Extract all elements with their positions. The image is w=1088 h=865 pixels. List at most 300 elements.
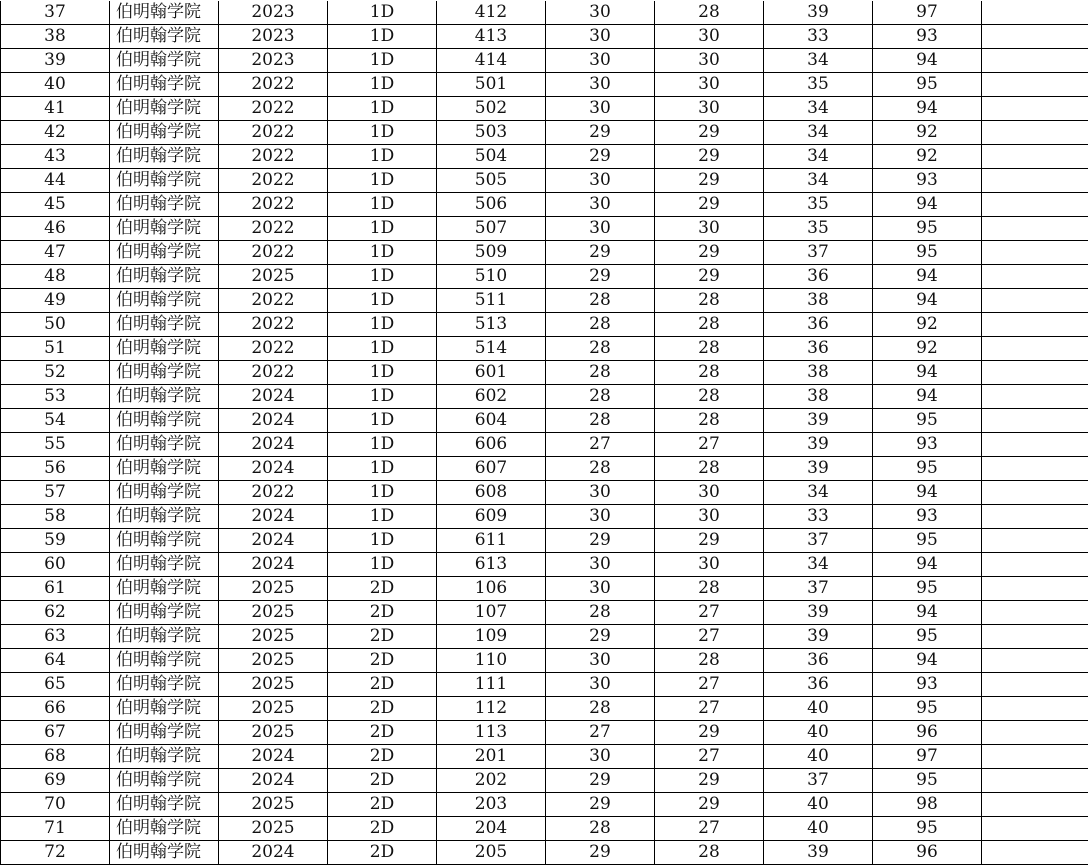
room-cell[interactable]: 107 [437,601,546,625]
row-number-cell[interactable]: 37 [1,1,110,25]
score-b-cell[interactable]: 28 [655,337,764,361]
score-b-cell[interactable]: 29 [655,721,764,745]
year-cell[interactable]: 2025 [219,793,328,817]
year-cell[interactable]: 2024 [219,841,328,865]
total-cell[interactable]: 95 [873,457,982,481]
total-cell[interactable]: 94 [873,649,982,673]
year-cell[interactable]: 2024 [219,433,328,457]
total-cell[interactable]: 94 [873,97,982,121]
score-b-cell[interactable]: 27 [655,745,764,769]
score-b-cell[interactable]: 29 [655,169,764,193]
room-cell[interactable]: 106 [437,577,546,601]
score-c-cell[interactable]: 38 [764,289,873,313]
total-cell[interactable]: 94 [873,481,982,505]
empty-cell[interactable] [982,241,1088,265]
year-cell[interactable]: 2022 [219,241,328,265]
school-cell[interactable]: 伯明翰学院 [110,625,219,649]
grade-cell[interactable]: 1D [328,73,437,97]
school-cell[interactable]: 伯明翰学院 [110,529,219,553]
total-cell[interactable]: 93 [873,433,982,457]
score-a-cell[interactable]: 28 [546,697,655,721]
school-cell[interactable]: 伯明翰学院 [110,169,219,193]
grade-cell[interactable]: 1D [328,457,437,481]
score-c-cell[interactable]: 40 [764,793,873,817]
score-b-cell[interactable]: 28 [655,1,764,25]
room-cell[interactable]: 510 [437,265,546,289]
score-c-cell[interactable]: 37 [764,529,873,553]
year-cell[interactable]: 2022 [219,313,328,337]
empty-cell[interactable] [982,289,1088,313]
grade-cell[interactable]: 1D [328,361,437,385]
empty-cell[interactable] [982,385,1088,409]
empty-cell[interactable] [982,697,1088,721]
row-number-cell[interactable]: 61 [1,577,110,601]
row-number-cell[interactable]: 46 [1,217,110,241]
room-cell[interactable]: 204 [437,817,546,841]
year-cell[interactable]: 2022 [219,97,328,121]
year-cell[interactable]: 2022 [219,169,328,193]
row-number-cell[interactable]: 65 [1,673,110,697]
score-c-cell[interactable]: 40 [764,721,873,745]
empty-cell[interactable] [982,577,1088,601]
score-b-cell[interactable]: 29 [655,265,764,289]
grade-cell[interactable]: 1D [328,553,437,577]
empty-cell[interactable] [982,73,1088,97]
score-a-cell[interactable]: 30 [546,193,655,217]
school-cell[interactable]: 伯明翰学院 [110,145,219,169]
room-cell[interactable]: 608 [437,481,546,505]
grade-cell[interactable]: 1D [328,265,437,289]
year-cell[interactable]: 2025 [219,721,328,745]
empty-cell[interactable] [982,649,1088,673]
grade-cell[interactable]: 1D [328,49,437,73]
score-c-cell[interactable]: 35 [764,73,873,97]
year-cell[interactable]: 2022 [219,361,328,385]
score-c-cell[interactable]: 36 [764,265,873,289]
school-cell[interactable]: 伯明翰学院 [110,457,219,481]
empty-cell[interactable] [982,481,1088,505]
school-cell[interactable]: 伯明翰学院 [110,841,219,865]
score-c-cell[interactable]: 40 [764,817,873,841]
year-cell[interactable]: 2024 [219,769,328,793]
row-number-cell[interactable]: 55 [1,433,110,457]
row-number-cell[interactable]: 67 [1,721,110,745]
school-cell[interactable]: 伯明翰学院 [110,697,219,721]
total-cell[interactable]: 92 [873,313,982,337]
score-a-cell[interactable]: 28 [546,409,655,433]
room-cell[interactable]: 607 [437,457,546,481]
empty-cell[interactable] [982,841,1088,865]
score-a-cell[interactable]: 28 [546,457,655,481]
score-b-cell[interactable]: 29 [655,193,764,217]
room-cell[interactable]: 501 [437,73,546,97]
row-number-cell[interactable]: 39 [1,49,110,73]
total-cell[interactable]: 95 [873,769,982,793]
total-cell[interactable]: 92 [873,337,982,361]
total-cell[interactable]: 94 [873,601,982,625]
empty-cell[interactable] [982,265,1088,289]
score-a-cell[interactable]: 30 [546,25,655,49]
score-a-cell[interactable]: 29 [546,121,655,145]
total-cell[interactable]: 92 [873,145,982,169]
year-cell[interactable]: 2022 [219,121,328,145]
row-number-cell[interactable]: 49 [1,289,110,313]
room-cell[interactable]: 110 [437,649,546,673]
grade-cell[interactable]: 2D [328,625,437,649]
score-c-cell[interactable]: 35 [764,217,873,241]
year-cell[interactable]: 2025 [219,673,328,697]
grade-cell[interactable]: 2D [328,673,437,697]
room-cell[interactable]: 109 [437,625,546,649]
score-a-cell[interactable]: 30 [546,169,655,193]
score-a-cell[interactable]: 30 [546,73,655,97]
grade-cell[interactable]: 1D [328,289,437,313]
score-b-cell[interactable]: 29 [655,145,764,169]
empty-cell[interactable] [982,673,1088,697]
school-cell[interactable]: 伯明翰学院 [110,721,219,745]
score-a-cell[interactable]: 28 [546,337,655,361]
room-cell[interactable]: 203 [437,793,546,817]
grade-cell[interactable]: 2D [328,817,437,841]
year-cell[interactable]: 2025 [219,625,328,649]
empty-cell[interactable] [982,553,1088,577]
total-cell[interactable]: 95 [873,625,982,649]
room-cell[interactable]: 511 [437,289,546,313]
row-number-cell[interactable]: 50 [1,313,110,337]
total-cell[interactable]: 96 [873,841,982,865]
row-number-cell[interactable]: 54 [1,409,110,433]
score-a-cell[interactable]: 29 [546,265,655,289]
total-cell[interactable]: 93 [873,505,982,529]
score-c-cell[interactable]: 39 [764,409,873,433]
room-cell[interactable]: 112 [437,697,546,721]
empty-cell[interactable] [982,337,1088,361]
school-cell[interactable]: 伯明翰学院 [110,649,219,673]
row-number-cell[interactable]: 60 [1,553,110,577]
grade-cell[interactable]: 1D [328,409,437,433]
total-cell[interactable]: 93 [873,169,982,193]
room-cell[interactable]: 514 [437,337,546,361]
row-number-cell[interactable]: 62 [1,601,110,625]
room-cell[interactable]: 113 [437,721,546,745]
score-b-cell[interactable]: 27 [655,625,764,649]
row-number-cell[interactable]: 57 [1,481,110,505]
room-cell[interactable]: 414 [437,49,546,73]
row-number-cell[interactable]: 66 [1,697,110,721]
total-cell[interactable]: 95 [873,817,982,841]
room-cell[interactable]: 611 [437,529,546,553]
score-b-cell[interactable]: 28 [655,841,764,865]
school-cell[interactable]: 伯明翰学院 [110,553,219,577]
total-cell[interactable]: 95 [873,217,982,241]
room-cell[interactable]: 412 [437,1,546,25]
grade-cell[interactable]: 1D [328,169,437,193]
school-cell[interactable]: 伯明翰学院 [110,121,219,145]
school-cell[interactable]: 伯明翰学院 [110,793,219,817]
score-b-cell[interactable]: 27 [655,697,764,721]
empty-cell[interactable] [982,121,1088,145]
grade-cell[interactable]: 1D [328,529,437,553]
score-a-cell[interactable]: 30 [546,505,655,529]
score-a-cell[interactable]: 28 [546,361,655,385]
school-cell[interactable]: 伯明翰学院 [110,481,219,505]
score-b-cell[interactable]: 28 [655,457,764,481]
score-a-cell[interactable]: 30 [546,49,655,73]
empty-cell[interactable] [982,97,1088,121]
score-c-cell[interactable]: 39 [764,1,873,25]
score-c-cell[interactable]: 36 [764,313,873,337]
year-cell[interactable]: 2025 [219,577,328,601]
row-number-cell[interactable]: 64 [1,649,110,673]
empty-cell[interactable] [982,169,1088,193]
row-number-cell[interactable]: 59 [1,529,110,553]
score-a-cell[interactable]: 29 [546,841,655,865]
school-cell[interactable]: 伯明翰学院 [110,673,219,697]
room-cell[interactable]: 502 [437,97,546,121]
score-b-cell[interactable]: 30 [655,217,764,241]
score-b-cell[interactable]: 30 [655,49,764,73]
grade-cell[interactable]: 1D [328,505,437,529]
row-number-cell[interactable]: 52 [1,361,110,385]
score-c-cell[interactable]: 36 [764,649,873,673]
empty-cell[interactable] [982,745,1088,769]
year-cell[interactable]: 2025 [219,697,328,721]
total-cell[interactable]: 93 [873,25,982,49]
school-cell[interactable]: 伯明翰学院 [110,409,219,433]
total-cell[interactable]: 95 [873,697,982,721]
room-cell[interactable]: 613 [437,553,546,577]
score-c-cell[interactable]: 34 [764,97,873,121]
school-cell[interactable]: 伯明翰学院 [110,745,219,769]
empty-cell[interactable] [982,457,1088,481]
score-a-cell[interactable]: 27 [546,433,655,457]
row-number-cell[interactable]: 45 [1,193,110,217]
empty-cell[interactable] [982,721,1088,745]
score-b-cell[interactable]: 28 [655,649,764,673]
score-a-cell[interactable]: 30 [546,745,655,769]
empty-cell[interactable] [982,529,1088,553]
score-a-cell[interactable]: 28 [546,601,655,625]
score-c-cell[interactable]: 33 [764,505,873,529]
score-a-cell[interactable]: 30 [546,649,655,673]
room-cell[interactable]: 506 [437,193,546,217]
room-cell[interactable]: 604 [437,409,546,433]
year-cell[interactable]: 2022 [219,337,328,361]
school-cell[interactable]: 伯明翰学院 [110,193,219,217]
year-cell[interactable]: 2023 [219,49,328,73]
score-c-cell[interactable]: 40 [764,745,873,769]
year-cell[interactable]: 2022 [219,73,328,97]
score-c-cell[interactable]: 39 [764,457,873,481]
row-number-cell[interactable]: 71 [1,817,110,841]
grade-cell[interactable]: 2D [328,841,437,865]
grade-cell[interactable]: 2D [328,721,437,745]
grade-cell[interactable]: 2D [328,793,437,817]
year-cell[interactable]: 2022 [219,481,328,505]
empty-cell[interactable] [982,601,1088,625]
grade-cell[interactable]: 1D [328,433,437,457]
empty-cell[interactable] [982,193,1088,217]
year-cell[interactable]: 2022 [219,145,328,169]
score-a-cell[interactable]: 28 [546,817,655,841]
score-c-cell[interactable]: 39 [764,625,873,649]
school-cell[interactable]: 伯明翰学院 [110,601,219,625]
score-a-cell[interactable]: 30 [546,553,655,577]
school-cell[interactable]: 伯明翰学院 [110,217,219,241]
score-a-cell[interactable]: 29 [546,241,655,265]
total-cell[interactable]: 94 [873,289,982,313]
grade-cell[interactable]: 2D [328,577,437,601]
total-cell[interactable]: 94 [873,265,982,289]
school-cell[interactable]: 伯明翰学院 [110,577,219,601]
room-cell[interactable]: 602 [437,385,546,409]
school-cell[interactable]: 伯明翰学院 [110,1,219,25]
score-b-cell[interactable]: 28 [655,289,764,313]
score-b-cell[interactable]: 30 [655,553,764,577]
score-a-cell[interactable]: 28 [546,385,655,409]
score-b-cell[interactable]: 29 [655,529,764,553]
score-c-cell[interactable]: 37 [764,577,873,601]
empty-cell[interactable] [982,505,1088,529]
school-cell[interactable]: 伯明翰学院 [110,313,219,337]
year-cell[interactable]: 2024 [219,529,328,553]
total-cell[interactable]: 95 [873,409,982,433]
school-cell[interactable]: 伯明翰学院 [110,433,219,457]
row-number-cell[interactable]: 51 [1,337,110,361]
grade-cell[interactable]: 1D [328,1,437,25]
total-cell[interactable]: 95 [873,241,982,265]
school-cell[interactable]: 伯明翰学院 [110,265,219,289]
score-b-cell[interactable]: 30 [655,97,764,121]
score-a-cell[interactable]: 30 [546,1,655,25]
room-cell[interactable]: 509 [437,241,546,265]
grade-cell[interactable]: 1D [328,241,437,265]
year-cell[interactable]: 2025 [219,265,328,289]
school-cell[interactable]: 伯明翰学院 [110,817,219,841]
school-cell[interactable]: 伯明翰学院 [110,97,219,121]
score-c-cell[interactable]: 39 [764,601,873,625]
empty-cell[interactable] [982,769,1088,793]
grade-cell[interactable]: 2D [328,649,437,673]
score-b-cell[interactable]: 30 [655,481,764,505]
school-cell[interactable]: 伯明翰学院 [110,241,219,265]
row-number-cell[interactable]: 40 [1,73,110,97]
score-c-cell[interactable]: 34 [764,121,873,145]
grade-cell[interactable]: 1D [328,217,437,241]
row-number-cell[interactable]: 63 [1,625,110,649]
grade-cell[interactable]: 1D [328,385,437,409]
school-cell[interactable]: 伯明翰学院 [110,73,219,97]
year-cell[interactable]: 2025 [219,601,328,625]
score-c-cell[interactable]: 34 [764,481,873,505]
school-cell[interactable]: 伯明翰学院 [110,385,219,409]
year-cell[interactable]: 2024 [219,385,328,409]
year-cell[interactable]: 2022 [219,217,328,241]
grade-cell[interactable]: 2D [328,769,437,793]
total-cell[interactable]: 94 [873,553,982,577]
score-c-cell[interactable]: 39 [764,433,873,457]
score-a-cell[interactable]: 27 [546,721,655,745]
row-number-cell[interactable]: 68 [1,745,110,769]
room-cell[interactable]: 503 [437,121,546,145]
score-b-cell[interactable]: 28 [655,409,764,433]
total-cell[interactable]: 97 [873,745,982,769]
score-a-cell[interactable]: 30 [546,217,655,241]
row-number-cell[interactable]: 70 [1,793,110,817]
score-a-cell[interactable]: 29 [546,769,655,793]
score-b-cell[interactable]: 28 [655,577,764,601]
year-cell[interactable]: 2024 [219,745,328,769]
year-cell[interactable]: 2022 [219,193,328,217]
total-cell[interactable]: 98 [873,793,982,817]
grade-cell[interactable]: 1D [328,193,437,217]
empty-cell[interactable] [982,25,1088,49]
year-cell[interactable]: 2024 [219,409,328,433]
score-b-cell[interactable]: 29 [655,793,764,817]
score-b-cell[interactable]: 29 [655,121,764,145]
score-c-cell[interactable]: 36 [764,337,873,361]
row-number-cell[interactable]: 43 [1,145,110,169]
total-cell[interactable]: 95 [873,577,982,601]
score-c-cell[interactable]: 38 [764,385,873,409]
school-cell[interactable]: 伯明翰学院 [110,769,219,793]
grade-cell[interactable]: 1D [328,145,437,169]
total-cell[interactable]: 94 [873,193,982,217]
room-cell[interactable]: 205 [437,841,546,865]
school-cell[interactable]: 伯明翰学院 [110,505,219,529]
grade-cell[interactable]: 1D [328,481,437,505]
score-b-cell[interactable]: 27 [655,601,764,625]
grade-cell[interactable]: 1D [328,337,437,361]
empty-cell[interactable] [982,361,1088,385]
empty-cell[interactable] [982,793,1088,817]
row-number-cell[interactable]: 58 [1,505,110,529]
room-cell[interactable]: 504 [437,145,546,169]
total-cell[interactable]: 97 [873,1,982,25]
row-number-cell[interactable]: 41 [1,97,110,121]
school-cell[interactable]: 伯明翰学院 [110,25,219,49]
room-cell[interactable]: 202 [437,769,546,793]
score-c-cell[interactable]: 37 [764,769,873,793]
empty-cell[interactable] [982,217,1088,241]
score-b-cell[interactable]: 29 [655,241,764,265]
score-a-cell[interactable]: 30 [546,673,655,697]
total-cell[interactable]: 94 [873,361,982,385]
score-b-cell[interactable]: 30 [655,505,764,529]
empty-cell[interactable] [982,313,1088,337]
room-cell[interactable]: 507 [437,217,546,241]
grade-cell[interactable]: 1D [328,97,437,121]
row-number-cell[interactable]: 44 [1,169,110,193]
year-cell[interactable]: 2023 [219,25,328,49]
score-a-cell[interactable]: 29 [546,793,655,817]
total-cell[interactable]: 94 [873,49,982,73]
score-a-cell[interactable]: 29 [546,625,655,649]
empty-cell[interactable] [982,433,1088,457]
year-cell[interactable]: 2025 [219,817,328,841]
score-b-cell[interactable]: 27 [655,673,764,697]
room-cell[interactable]: 201 [437,745,546,769]
score-a-cell[interactable]: 29 [546,529,655,553]
empty-cell[interactable] [982,817,1088,841]
grade-cell[interactable]: 1D [328,25,437,49]
room-cell[interactable]: 601 [437,361,546,385]
total-cell[interactable]: 95 [873,73,982,97]
total-cell[interactable]: 93 [873,673,982,697]
school-cell[interactable]: 伯明翰学院 [110,289,219,313]
room-cell[interactable]: 513 [437,313,546,337]
school-cell[interactable]: 伯明翰学院 [110,49,219,73]
